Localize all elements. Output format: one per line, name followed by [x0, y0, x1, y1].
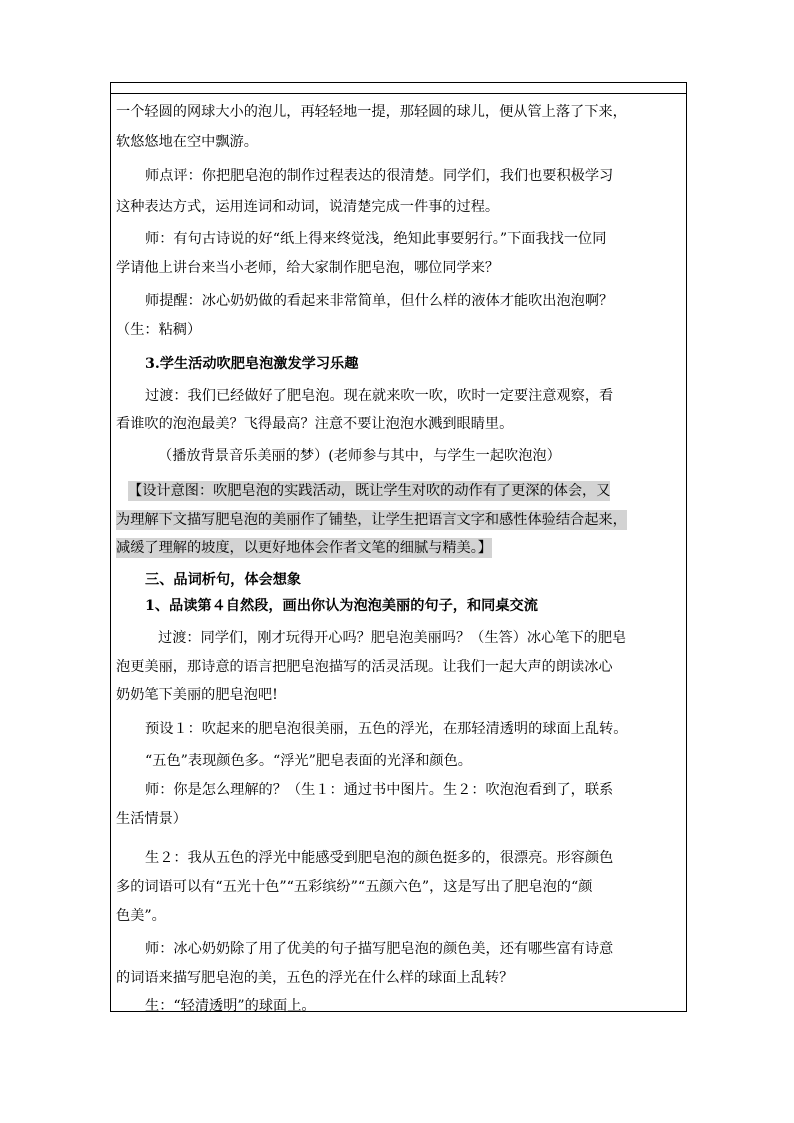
text-line-25: 生２：我从五色的浮光中能感受到肥皂泡的颜色挺多的，很漂亮。形容颜色 — [145, 850, 614, 866]
text-line-3: 师点评：你把肥皂泡的制作过程表达的很清楚。同学们，我们也要积极学习 — [145, 168, 614, 184]
text-line-2: 软悠悠地在空中飘游。 — [116, 134, 258, 150]
text-line-28: 师：冰心奶奶除了用了优美的句子描写肥皂泡的颜色美，还有哪些富有诗意 — [145, 941, 614, 957]
design-intent-line-1: 【设计意图：吹肥皂泡的实践活动，既让学生对吹的动作有了更深的体会，又 — [128, 483, 611, 499]
text-line-27: 色美”。 — [116, 908, 166, 924]
text-line-8: （生：粘稠） — [116, 322, 202, 338]
text-line-29: 的词语来描写肥皂泡的美，五色的浮光在什么样的球面上乱转？ — [116, 970, 514, 986]
text-line-4: 这种表达方式，运用连词和动词，说清楚完成一件事的过程。 — [116, 199, 500, 215]
text-line-26: 多的词语可以有“五光十色”“五彩缤纷”“五颜六色”，这是写出了肥皂泡的“颜 — [116, 879, 593, 895]
text-line-1: 一个轻圆的网球大小的泡儿，再轻轻地一提，那轻圆的球儿，便从管上落了下来， — [116, 104, 627, 120]
text-line-12: （播放背景音乐美丽的梦）(老师参与其中，与学生一起吹泡泡） — [158, 448, 561, 464]
text-line-22: “五色”表现颜色多。“浮光”肥皂表面的光泽和颜色。 — [145, 753, 472, 769]
text-line-19: 泡更美丽，那诗意的语言把肥皂泡描写的活灵活现。让我们一起大声的朗读冰心 — [116, 659, 613, 675]
table-top-rule — [111, 93, 686, 94]
text-line-20: 奶奶笔下美丽的肥皂泡吧! — [116, 687, 278, 703]
text-line-7: 师提醒：冰心奶奶做的看起来非常简单，但什么样的液体才能吹出泡泡啊？ — [145, 293, 614, 309]
subsection-heading-1: 1、品读第４自然段，画出你认为泡泡美丽的句子，和同桌交流 — [145, 598, 538, 614]
text-line-5: 师：有句古诗说的好“纸上得来终觉浅，绝知此事要躬行。”下面我找一位同 — [145, 231, 607, 247]
subsection-heading-3: 3.学生活动吹肥皂泡激发学习乐趣 — [145, 356, 359, 372]
text-line-21: 预设１：吹起来的肥皂泡很美丽，五色的浮光，在那轻清透明的球面上乱转。 — [145, 721, 628, 737]
design-intent-line-3: 减缓了理解的坡度，以更好地体会作者文笔的细腻与精美。】 — [116, 540, 492, 556]
text-line-23: 师：你是怎么理解的？（生１：通过书中图片。生２：吹泡泡看到了，联系 — [145, 782, 614, 798]
text-line-24: 生活情景） — [116, 811, 187, 827]
section-heading-3: 三、品词析句，体会想象 — [145, 572, 302, 588]
design-intent-line-2: 为理解下文描写肥皂泡的美丽作了铺垫，让学生把语言文字和感性体验结合起来， — [116, 512, 627, 528]
text-line-30: 生：“轻清透明”的球面上。 — [145, 998, 316, 1014]
text-line-18: 过渡：同学们，刚才玩得开心吗？肥皂泡美丽吗？（生答）冰心笔下的肥皂 — [158, 630, 627, 646]
text-line-10: 过渡：我们已经做好了肥皂泡。现在就来吹一吹，吹时一定要注意观察，看 — [145, 388, 614, 404]
text-line-11: 看谁吹的泡泡最美？飞得最高？注意不要让泡泡水溅到眼睛里。 — [116, 416, 514, 432]
text-line-6: 学请他上讲台来当小老师，给大家制作肥皂泡，哪位同学来？ — [116, 260, 500, 276]
